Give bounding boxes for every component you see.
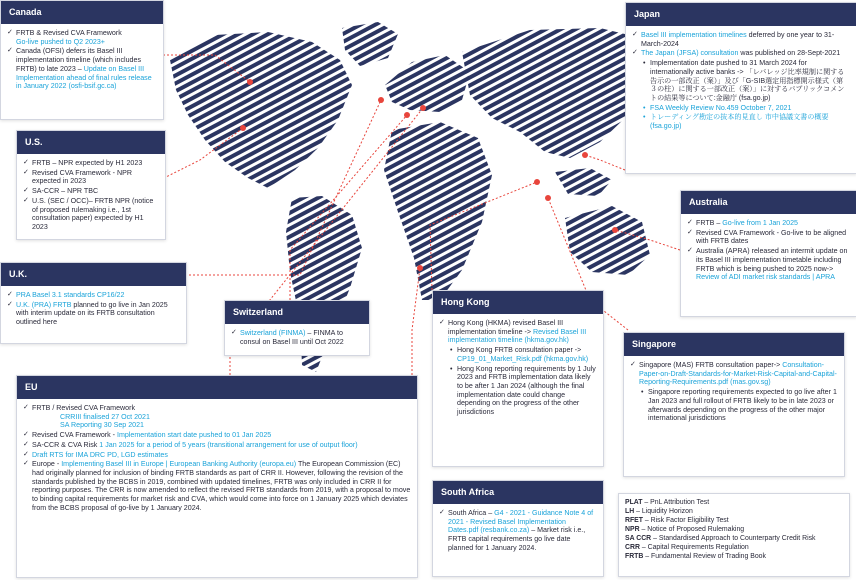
glossary-abbr: SA CCR — [625, 535, 652, 542]
uk-item-1 — [7, 291, 180, 300]
canada-panel — [0, 0, 164, 120]
japan-panel — [625, 2, 856, 174]
hkma-cp19-link[interactable]: CP19_01_Market_Risk.pdf (hkma.gov.hk) — [457, 354, 589, 363]
glossary-abbr: NPR — [625, 526, 640, 533]
uk-panel — [0, 262, 187, 344]
hongkong-title: Hong Kong — [433, 291, 603, 314]
glossary-row — [625, 516, 843, 525]
marker-singapore — [545, 195, 551, 201]
japan-item-1 — [632, 31, 850, 48]
eu-item-2 — [23, 431, 411, 440]
uk-title: U.K. — [1, 263, 186, 286]
australia-item-1-text: FRTB – — [696, 219, 723, 227]
eba-basel-link[interactable]: Implementing Basel III in Europe | European Banking Authority (europa.eu) — [61, 460, 297, 469]
uk-item-2 — [7, 301, 180, 327]
japan-item-2 — [632, 49, 850, 58]
uk-pra-frtb-link[interactable]: U.K. (PRA) FRTB — [16, 300, 72, 309]
us-panel — [16, 130, 166, 240]
singapore-sub-1: • Singapore reporting requirements expected to go live after 1 Jan 2023 and full rollout of FRTB likely to be in late 2023 or afterwards depending on the progress of the other major international jurisdictions — [641, 388, 838, 423]
australia-shape — [565, 206, 650, 275]
sa-ccr-link[interactable]: 1 Jan 2025 for a period of 5 years (transitional arrangement for use of output floor) — [99, 440, 358, 449]
eu-panel — [16, 375, 418, 578]
finma-link[interactable]: Switzerland (FINMA) — [240, 329, 306, 337]
southafrica-item-text: South Africa – — [448, 509, 495, 517]
eu-item-1 — [23, 404, 411, 430]
glossary-row — [625, 525, 843, 534]
marker-us — [240, 125, 246, 131]
eu-title: EU — [17, 376, 417, 399]
us-title: U.S. — [17, 131, 165, 154]
australia-panel — [680, 190, 856, 317]
glossary-row — [625, 552, 843, 561]
glossary-abbr: CRR — [625, 544, 640, 551]
mas-consultation-link[interactable]: Consultation-Paper-on-Draft-Standards-for-Market-Risk-Capital-and-Capital-Reporting-Requirements.pdf (mas.gov.sg) — [639, 361, 837, 387]
pra-standards-link[interactable]: PRA Basel 3.1 standards CP16/22 — [16, 291, 125, 299]
japan-timelines-link[interactable]: Basel III implementation timelines — [641, 31, 747, 39]
glossary-abbr: PLAT — [625, 499, 643, 506]
europe-shape — [385, 55, 470, 112]
singapore-panel — [623, 332, 845, 477]
us-item: ✓ SA-CCR – NPR TBC — [23, 187, 159, 196]
australia-item-3-text: Australia (APRA) released an intermit update on its Basel III implementation timetable including FRTB which is being pushed to 2025 now-> — [696, 247, 848, 273]
glossary-def: – Capital Requirements Regulation — [639, 544, 749, 551]
eu-item-3 — [23, 441, 411, 450]
cva-start-date-link[interactable]: Implementation start date pushed to 01 Jan 2025 — [117, 431, 272, 440]
glossary-row — [625, 498, 843, 507]
australia-golive-link[interactable]: Go-live from 1 Jan 2025 — [722, 219, 798, 227]
fsa-trading-book-link[interactable]: • トレーディング勘定の抜本的見直し 市中協議文書の概要 (fsa.go.jp) — [643, 113, 850, 130]
japan-item-2-text: was published on 28-Sept-2021 — [738, 49, 841, 58]
osfi-update-link[interactable]: Update on Basel III Implementation ahead of final rules release in January 2022 (osfi-bsif.gc.ca) — [16, 64, 152, 91]
jfsa-consultation-link[interactable]: The Japan (JFSA) consultation — [641, 49, 739, 58]
glossary-abbr: FRTB — [625, 553, 644, 560]
canada-item-2 — [7, 47, 157, 91]
singapore-title: Singapore — [624, 333, 844, 356]
glossary-abbr: RFET — [625, 517, 643, 524]
resbank-guidance-link[interactable]: G4 - 2021 - Guidance Note 4 of 2021 - Revised Basel Implementation Dates.pdf (resbank.co.za) — [448, 509, 594, 535]
greenland-shape — [342, 22, 398, 66]
eu-item-5-text: Europe - — [32, 460, 62, 469]
glossary-def: – Fundamental Review of Trading Book — [643, 553, 766, 560]
glossary-row — [625, 543, 843, 552]
north-america-shape — [170, 32, 352, 188]
marker-japan — [582, 152, 588, 158]
connector-japan — [585, 155, 625, 170]
hkma-timeline-link[interactable]: Revised Basel III implementation timeline (hkma.gov.hk) — [448, 327, 587, 345]
southafrica-item-detail: – Market risk i.e., FRTB capital requirements go live date planned for 1 January 2024. — [448, 526, 586, 552]
canada-item-1 — [7, 29, 157, 46]
eu-item-3-text: SA-CCR & CVA Risk — [32, 440, 100, 449]
fsa-weekly-review-link[interactable]: • FSA Weekly Review No.459 October 7, 2021 — [643, 104, 850, 113]
glossary-row — [625, 534, 843, 543]
southeast-asia-shape — [555, 168, 612, 196]
eu-item-5 — [23, 460, 411, 512]
glossary-panel — [618, 493, 850, 577]
canada-golive-link[interactable]: Go-live pushed to Q2 2023+ — [16, 37, 105, 46]
marker-uk — [378, 97, 384, 103]
singapore-item-text: Singapore (MAS) FRTB consultation paper-> — [639, 361, 783, 369]
canada-item-2-text: Canada (OFSI) defers its Basel III implementation timeline (which includes FRTB) to late 2023 – — [16, 47, 141, 73]
hongkong-item-1-text: Hong Kong (HKMA) revised Basel III implementation timeline -> — [448, 319, 564, 336]
glossary-def: – Liquidity Horizon — [634, 508, 693, 515]
glossary-abbr: LH — [625, 508, 635, 515]
japan-item-1-text: deferred by one year to 31-March-2024 — [641, 31, 835, 48]
eu-item-1-text: FRTB / Revised CVA Framework — [32, 404, 136, 412]
southafrica-panel — [432, 480, 604, 577]
us-item: ✓ FRTB – NPR expected by H1 2023 — [23, 159, 159, 168]
eu-item-4 — [23, 451, 411, 460]
hongkong-panel — [432, 290, 604, 467]
us-item: ✓ Revised CVA Framework - NPR expected in 2023 — [23, 169, 159, 186]
sa-reporting-link[interactable]: SA Reporting 30 Sep 2021 — [60, 421, 145, 430]
hongkong-sub-2: • Hong Kong reporting requirements by 1 July 2023 and FRTB implementation data likely to be after 1 Jan 2024 (although the final implementation date could change depending on the progress of the other jurisdictions — [450, 365, 597, 417]
japan-sub-1: • Implementation date pushed to 31 March 2024 for internationally active banks -> 「レバレッジ比率規制に関する告示の一部改正（案）」及び「G-SIB選定用指標開示様式（第３の柱）に関する一部改正（案）」に対するパブリックコメントの結果等について:金融庁 (fsa.go.jp) — [643, 59, 850, 103]
canada-item-1-text: FRTB & Revised CVA Framework — [16, 29, 122, 37]
apra-review-link[interactable]: Review of ADI market risk standards | APRA — [696, 273, 836, 282]
hongkong-sub-1-text: Hong Kong FRTB consultation paper -> — [457, 346, 582, 355]
switzerland-item-text: – FINMA to consul on Basel III until Oct 2022 — [240, 329, 344, 346]
switzerland-title: Switzerland — [225, 301, 369, 324]
glossary-def: – Notice of Proposed Rulemaking — [639, 526, 745, 533]
switzerland-panel — [224, 300, 370, 356]
japan-title: Japan — [626, 3, 856, 26]
draft-rts-link[interactable]: Draft RTS for IMA DRC PD, LGD estimates — [32, 450, 168, 459]
uk-item-2-text: planned to go live in Jan 2025 with interim update on its FRTB consultation outlined here — [16, 300, 168, 327]
marker-eu — [420, 105, 426, 111]
glossary-def: – Standardised Approach to Counterparty Credit Risk — [651, 535, 816, 542]
glossary-def: – PnL Attribution Test — [642, 499, 710, 506]
eu-item-5-detail: The European Commission (EC) had originally planned for inclusion of binding FRTB standards as part of CRR II. However, following the revision of the standards published by the BCBS in 2019, combined with updated timelines, FRTB was only included in CRR II for reporting purposes. The CRR is now amended to reflect the revised FRTB standards from 2019, with a proposal to move to binding capital requirements for market risk and CVA, which would come into force on 1 January 2025 which deviates from the BCBS proposal of go-live by 1 January 2024. — [32, 460, 411, 512]
crriii-finalised-link[interactable]: CRRIII finalised 27 Oct 2021 — [60, 412, 150, 421]
singapore-item — [630, 361, 838, 387]
australia-item-1 — [687, 219, 850, 228]
canada-title: Canada — [1, 1, 163, 24]
hongkong-item-1 — [439, 319, 597, 345]
hongkong-sub-1 — [450, 346, 597, 363]
africa-shape — [384, 122, 492, 300]
australia-item-3 — [687, 247, 850, 282]
southafrica-title: South Africa — [433, 481, 603, 504]
eu-item-2-text: Revised CVA Framework - — [32, 431, 118, 440]
southafrica-item — [439, 509, 597, 553]
glossary-def: – Risk Factor Eligibility Test — [643, 517, 729, 524]
glossary-row — [625, 507, 843, 516]
us-item: ✓ U.S. (SEC / OCC)– FRTB NPR (notice of proposed rulemaking i.e., 1st consultation paper) expected by H1 2023 — [23, 197, 159, 232]
australia-title: Australia — [681, 191, 856, 214]
australia-item-2: ✓ Revised CVA Framework - Go-live to be aligned with FRTB dates — [687, 229, 850, 246]
switzerland-item — [231, 329, 363, 346]
